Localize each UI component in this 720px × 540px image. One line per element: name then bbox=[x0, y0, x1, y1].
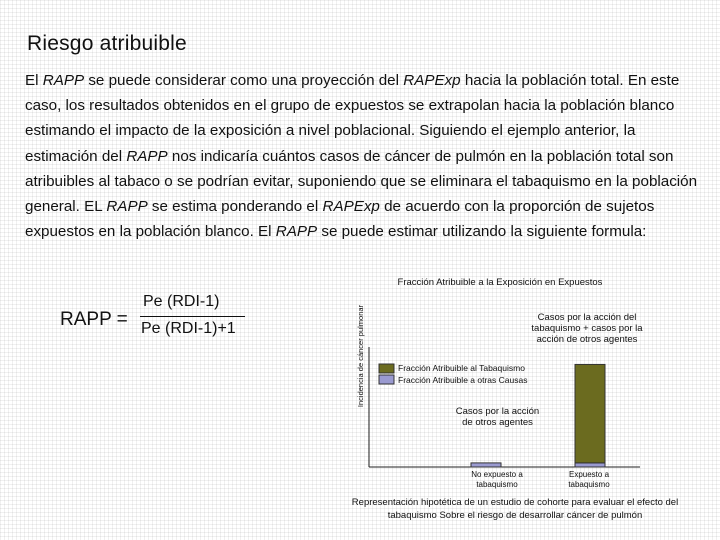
body-text-segment: se estima ponderando el bbox=[147, 198, 323, 216]
figure-title: Fracción Atribuible a la Exposición en Expuestos bbox=[397, 277, 603, 288]
formula-numerator: Pe (RDI-1) bbox=[143, 293, 220, 310]
legend-label-smoking: Fracción Atribuible al Tabaquismo bbox=[398, 363, 525, 373]
body-text-segment: de acuerdo con la proporción de sujetos expuestos en la población blanco. El bbox=[25, 198, 655, 241]
annotation-exposed: Casos por la acción del tabaquismo + casos por la acción de otros agentes bbox=[531, 312, 643, 345]
term-rapp: RAPP bbox=[275, 223, 318, 241]
legend-label-other-causes: Fracción Atribuible a otras Causas bbox=[398, 375, 528, 385]
body-text-segment: se puede estimar utilizando la siguiente formula: bbox=[317, 223, 647, 241]
y-axis-label: Incidencia de cáncer pulmonar bbox=[356, 304, 365, 408]
formula-denominator: Pe (RDI-1)+1 bbox=[141, 320, 236, 337]
figure-caption: Representación hipotética de un estudio de cohorte para evaluar el efecto del tabaquismo Sobre el riesgo de desarrollar cáncer de pulmón bbox=[351, 497, 679, 521]
formula-lhs: RAPP = bbox=[60, 309, 128, 330]
legend-swatch-smoking bbox=[379, 364, 394, 373]
term-rapp: RAPP bbox=[106, 198, 148, 216]
annotation-other-agents: Casos por la acción de otros agentes bbox=[455, 406, 540, 428]
body-text-segment: nos indicaría cuántos casos de cáncer de pulmón en la población total son atribuibles al tabaco o se podrían evitar, suponiendo que se eliminara el tabaquismo en la población general. EL bbox=[25, 147, 698, 216]
bar-unexposed-other-causes bbox=[471, 463, 501, 467]
body-text-segment: hacia la población total. En este caso, los resultados obtenidos en el grupo de expuestos se extrapolan hacia la población blanco estimando el impacto de la exposición a nivel poblacional. Siguiendo el ejemplo anterior, la estimación del bbox=[25, 72, 680, 165]
page-title: Riesgo atribuible bbox=[27, 32, 187, 55]
body-text-segment: El bbox=[25, 72, 43, 89]
x-label-exposed: Expuesto a tabaquismo bbox=[568, 470, 610, 489]
term-rapexp: RAPExp bbox=[322, 198, 380, 216]
bar-exposed-other-causes bbox=[575, 463, 605, 467]
x-label-unexposed: No expuesto a tabaquismo bbox=[471, 470, 523, 489]
term-rapexp: RAPExp bbox=[403, 72, 461, 89]
body-text-segment: se puede considerar como una proyección del bbox=[84, 72, 404, 89]
bar-exposed-smoking bbox=[575, 364, 605, 462]
term-rapp: RAPP bbox=[42, 72, 85, 89]
legend-swatch-other-causes bbox=[379, 375, 394, 384]
term-rapp: RAPP bbox=[126, 147, 168, 165]
